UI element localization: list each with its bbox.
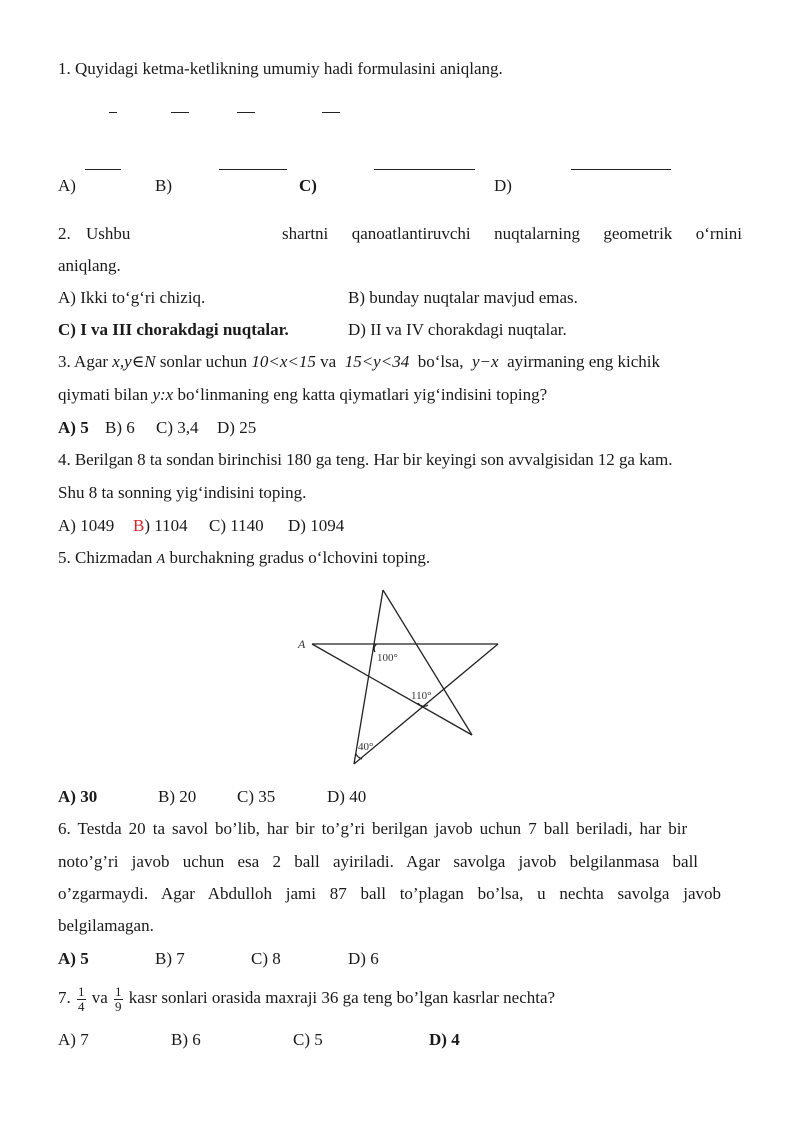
q2-option-b: B) bunday nuqtalar mavjud emas. [348, 288, 578, 307]
q7-option-b: B) 6 [171, 1030, 201, 1049]
q1-seq-fraction-bar [322, 112, 340, 113]
q4-text-line1: 4. Berilgan 8 ta sondan birinchisi 180 ga teng. Har bir keyingi son avvalgisidan 12 ga kam. [58, 450, 673, 469]
q1-seq-fraction-bar [237, 112, 255, 113]
q3-text: 3. Agar [58, 352, 113, 371]
q3-text: bo‘linmaning eng katta qiymatlari yig‘indisini toping? [173, 385, 548, 404]
q7-text-va: va [91, 988, 108, 1007]
q7-option-d: D) 4 [429, 1030, 460, 1049]
q6-option-d: D) 6 [348, 949, 379, 968]
q3-text: ayirmaning eng kichik [502, 352, 661, 371]
q5-option-d: D) 40 [327, 787, 367, 806]
q5-var: A [156, 552, 166, 567]
q6-text-line2 [58, 851, 742, 873]
q1-option-a: A) [58, 176, 76, 195]
q6-text: o’zgarmaydi. Agar Abdulloh jami 87 ball to’plagan bo’lsa, u nechta savolga javob [58, 884, 721, 903]
q6-text-line4: belgilamagan. [58, 916, 154, 935]
q3-var: y−x [472, 352, 499, 371]
q5-text-part: burchakning gradus o‘lchovini toping. [165, 548, 431, 567]
q7-fraction-2-den: 9 [115, 998, 122, 1014]
q2-option-c: C) I va III chorakdagi nuqtalar. [58, 320, 289, 339]
q2-word: qanoatlantiruvchi [351, 224, 471, 243]
q3-option-a: A) 5 [58, 418, 89, 437]
q1-option-d: D) [494, 176, 512, 195]
star-figure [290, 585, 510, 775]
q4-option-b-letter: B [133, 516, 145, 535]
q5-option-a: A) 30 [58, 787, 98, 806]
vertex-label-a: A [298, 637, 306, 651]
q3-option-c: C) 3,4 [156, 418, 199, 437]
q7-text-rest: kasr sonlari orasida maxraji 36 ga teng bo’lgan kasrlar nechta? [128, 988, 556, 1007]
q4-option-b-value: ) 1104 [144, 516, 188, 535]
q1-seq-fraction-bar [109, 112, 117, 113]
angle-arc [356, 754, 362, 759]
q2-word: nuqtalarning [494, 224, 580, 243]
q6-option-a: A) 5 [58, 949, 89, 968]
q7-fraction-2-num: 1 [115, 983, 122, 999]
q2-word: 2. [58, 224, 71, 243]
q1-option-fraction-bar [374, 169, 475, 170]
q3-text-line1 [58, 351, 742, 373]
q7-number: 7. [58, 988, 71, 1007]
q6-text-line3 [58, 883, 742, 905]
q2-word: Ushbu [86, 224, 131, 243]
q2-line1-rest [282, 223, 742, 245]
q5-option-c: C) 35 [237, 787, 276, 806]
q7-fraction-2 [114, 985, 123, 1014]
q2-option-d: D) II va IV chorakdagi nuqtalar. [348, 320, 567, 339]
q7-fraction-1 [77, 985, 86, 1014]
q2-word: geometrik [603, 224, 673, 243]
star-line [354, 644, 498, 764]
q6-text: 6. Testda 20 ta savol bo’lib, har bir to’g’ri berilgan javob uchun 7 ball beriladi, har bir [58, 819, 688, 838]
q5-option-b: B) 20 [158, 787, 197, 806]
q1-seq-fraction-bar [171, 112, 189, 113]
q5-text-part: 5. Chizmadan [58, 548, 157, 567]
q1-option-fraction-bar [219, 169, 287, 170]
q3-text: bo‘lsa, [413, 352, 468, 371]
q3-text: qiymati bilan [58, 385, 153, 404]
q6-text-line1 [58, 818, 742, 840]
q4-text-line2: Shu 8 ta sonning yig‘indisini toping. [58, 483, 307, 502]
q3-var: x,y∈N [112, 352, 156, 371]
q1-option-fraction-bar [571, 169, 671, 170]
q3-option-b: B) 6 [105, 418, 135, 437]
q1-option-b: B) [155, 176, 172, 195]
q4-option-a: A) 1049 [58, 516, 115, 535]
q7-fraction-1-den: 4 [78, 998, 85, 1014]
q1-text: 1. Quyidagi ketma-ketlikning umumiy hadi formulasini aniqlang. [58, 59, 503, 78]
q2-text-line2: aniqlang. [58, 256, 121, 275]
q2-word: shartni [282, 224, 329, 243]
q1-option-c: C) [299, 176, 317, 195]
q3-text: sonlar uchun [155, 352, 252, 371]
q7-option-c: C) 5 [293, 1030, 323, 1049]
q3-var: y:x [152, 385, 174, 404]
q7-text [58, 980, 555, 1016]
q4-option-b [133, 515, 188, 537]
q3-var: 10<x<15 [251, 352, 316, 371]
q4-option-c: C) 1140 [209, 516, 264, 535]
q3-option-d: D) 25 [217, 418, 257, 437]
q7-fraction-1-num: 1 [78, 983, 85, 999]
q6-option-c: C) 8 [251, 949, 281, 968]
q3-var: 15<y<34 [344, 352, 410, 371]
angle-label-100: 100° [377, 652, 398, 664]
q5-text [58, 547, 430, 571]
star-line [354, 590, 383, 764]
q3-text-line2 [58, 384, 547, 406]
q2-option-a: A) Ikki to‘g‘ri chiziq. [58, 288, 206, 307]
q3-text: va [315, 352, 341, 371]
q2-word: o‘rnini [695, 224, 742, 243]
q6-text: noto’g’ri javob uchun esa 2 ball ayiriladi. Agar savolga javob belgilanmasa ball [58, 852, 699, 871]
q1-option-fraction-bar [85, 169, 121, 170]
angle-label-40: 40° [358, 741, 374, 753]
q4-option-d: D) 1094 [288, 516, 345, 535]
q6-option-b: B) 7 [155, 949, 185, 968]
q7-option-a: A) 7 [58, 1030, 89, 1049]
angle-label-110: 110° [411, 690, 432, 702]
